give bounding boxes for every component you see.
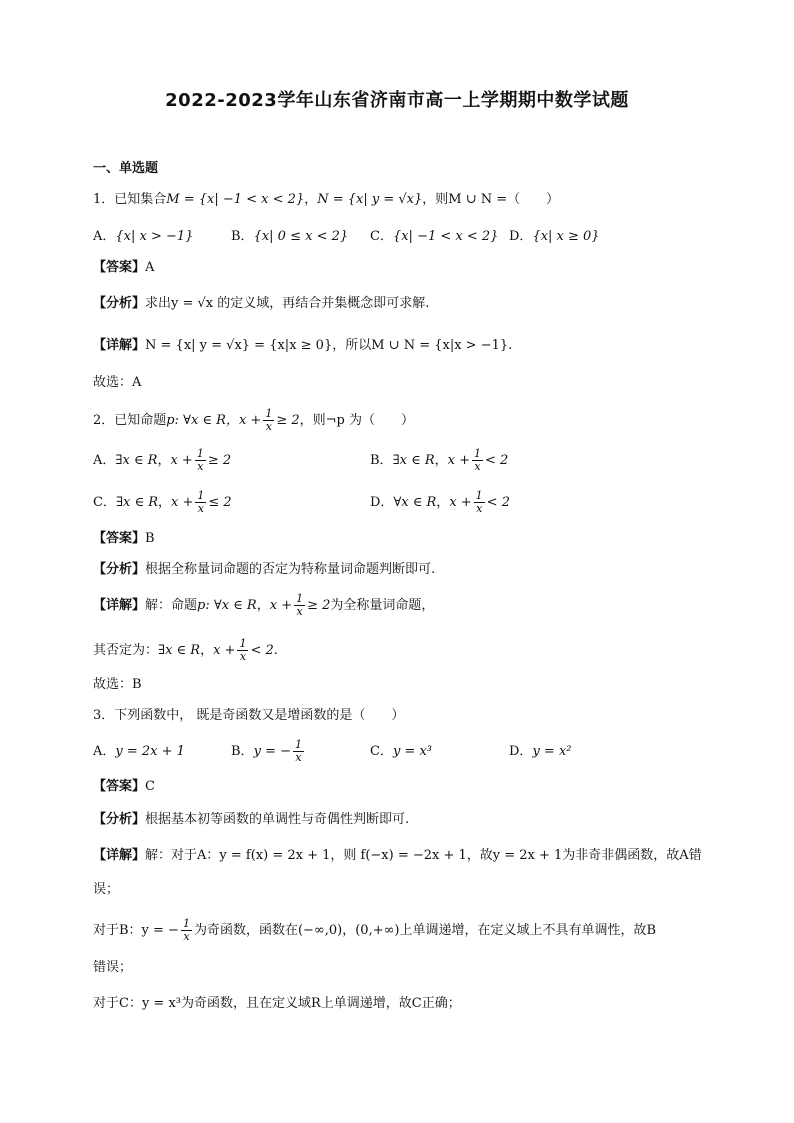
option-quantifier: ∀x ∈ R <box>393 495 437 510</box>
q3-option-d <box>509 737 571 767</box>
option-label: C． <box>370 229 393 244</box>
q1-choose: 故选：A <box>93 375 142 390</box>
option-comma: ， <box>158 495 172 510</box>
q1-option-d <box>509 228 600 246</box>
option-text: y = x³ <box>392 744 432 759</box>
option-x-plus: x + <box>449 495 472 510</box>
q1-option-c <box>370 228 498 246</box>
fraction-numerator: 1 <box>294 738 302 751</box>
option-comma: ， <box>434 453 448 468</box>
negation-x-plus: x + <box>213 643 236 658</box>
fraction-numerator: 1 <box>196 447 204 460</box>
option-label: D． <box>509 229 533 244</box>
fraction-denominator: x <box>239 650 247 663</box>
option-text: {x| −1 < x < 2} <box>392 229 499 244</box>
option-relation: < 2 <box>485 453 509 468</box>
option-label: A． <box>93 229 116 244</box>
fraction <box>195 490 206 515</box>
option-text: {x| x ≥ 0} <box>532 229 600 244</box>
fraction-numerator: 1 <box>265 407 273 420</box>
fraction-numerator: 1 <box>474 447 481 460</box>
option-label: B． <box>370 453 393 468</box>
q2-choose: 故选：B <box>93 677 142 692</box>
q2-option-b <box>370 446 508 476</box>
detail-x-plus: x + <box>269 598 293 613</box>
q1-sep: ， <box>304 192 318 207</box>
negation-ineq: < 2. <box>250 643 278 658</box>
analysis-text: 求出y = √x 的定义域，再结合并集概念即可求解. <box>145 296 430 311</box>
option-label: D． <box>509 744 533 759</box>
option-label: C． <box>370 744 393 759</box>
fraction <box>474 490 485 515</box>
detail-proposition: p: ∀x ∈ R <box>197 598 257 613</box>
fraction <box>237 638 248 663</box>
fraction-denominator: x <box>183 930 190 943</box>
q3-option-a <box>93 737 185 767</box>
q3-answer <box>93 778 155 796</box>
q1-option-b <box>231 228 348 246</box>
q1-detail <box>93 337 512 355</box>
q1-stem-pre: 1．已知集合 <box>93 192 167 207</box>
option-label: B． <box>231 229 254 244</box>
q2-stem <box>93 406 414 436</box>
option-quantifier: ∃x ∈ R <box>392 453 435 468</box>
option-label: A． <box>93 453 116 468</box>
option-comma: ， <box>436 495 450 510</box>
negation-pre: 其否定为： <box>93 643 159 658</box>
q2-analysis <box>93 561 435 579</box>
fraction-numerator: 1 <box>296 592 304 605</box>
answer-value: B <box>145 531 155 546</box>
fraction <box>263 408 274 433</box>
q1-stem <box>93 191 559 209</box>
q3-detail-c: 对于C：y = x³为奇函数，且在定义域R上单调递增，故C正确； <box>93 996 461 1011</box>
analysis-text: 根据基本初等函数的单调性与奇偶性判断即可. <box>145 812 410 827</box>
option-text: y = 2x + 1 <box>115 744 185 759</box>
q2-answer <box>93 530 155 548</box>
detail-b-post: 为奇函数，函数在(−∞,0)，(0,+∞)上单调递增，在定义域上不具有单调性，故B <box>193 923 657 938</box>
analysis-text: 根据全称量词命题的否定为特称量词命题判断即可. <box>145 562 436 577</box>
q3-detail-b <box>93 916 656 946</box>
option-text: {x| 0 ≤ x < 2} <box>253 229 349 244</box>
q2-option-a <box>93 446 231 476</box>
q2-stem-ineq: ≥ 2 <box>276 413 300 428</box>
answer-value: A <box>145 260 155 275</box>
q1-analysis <box>93 295 429 313</box>
analysis-tag: 【分析】 <box>93 562 146 577</box>
q3-stem: 3．下列函数中， 既是奇函数又是增函数的是（ ） <box>93 708 405 723</box>
option-text: y = x² <box>532 744 572 759</box>
option-relation: ≥ 2 <box>207 453 232 468</box>
q3-option-c <box>370 737 432 767</box>
fraction-denominator: x <box>476 502 483 515</box>
fraction <box>195 448 206 473</box>
q1-set-n: N = {x| y = √x} <box>317 192 423 207</box>
fraction <box>181 918 192 943</box>
detail-tag: 【详解】 <box>93 338 146 353</box>
answer-value: C <box>145 779 155 794</box>
option-label: B． <box>231 744 254 759</box>
answer-tag: 【答案】 <box>93 779 146 794</box>
negation-comma: ， <box>200 643 214 658</box>
option-label: A． <box>93 744 116 759</box>
fraction-denominator: x <box>296 605 303 618</box>
analysis-tag: 【分析】 <box>93 296 146 311</box>
q2-stem-pre: 2．已知命题 <box>93 413 167 428</box>
option-x-plus: x + <box>447 453 470 468</box>
detail-text: 解：对于A：y = f(x) = 2x + 1，则 f(−x) = −2x + 1，故y = 2x + 1为非奇非偶函数，故A错 <box>145 848 702 863</box>
q3-detail-b-cont: 错误； <box>93 960 133 975</box>
detail-b-pre: 对于B：y = − <box>93 923 179 938</box>
option-x-plus: x + <box>170 453 193 468</box>
option-comma: ， <box>157 453 171 468</box>
negation-quantifier: ∃x ∈ R <box>158 643 201 658</box>
detail-text: N = {x| y = √x} = {x|x ≥ 0}，所以M ∪ N = {x|x > −1}. <box>145 338 513 353</box>
q1-set-m: M = {x| −1 < x < 2} <box>166 192 305 207</box>
fraction-denominator: x <box>197 460 204 473</box>
q2-option-d <box>370 488 510 518</box>
option-label: C． <box>93 495 116 510</box>
q2-stem-post: ，则¬p 为（ ） <box>299 413 414 428</box>
fraction <box>293 739 304 764</box>
q1-stem-post: ，则M ∪ N =（ ） <box>422 192 560 207</box>
q3-option-b <box>231 737 306 767</box>
fraction-denominator: x <box>474 460 481 473</box>
q2-stem-mid: ，x + <box>225 413 262 428</box>
fraction-denominator: x <box>265 420 272 433</box>
option-relation: < 2 <box>486 495 510 510</box>
option-quantifier: ∃x ∈ R <box>115 495 159 510</box>
detail-comma: ， <box>256 598 270 613</box>
option-text: {x| x > −1} <box>115 229 194 244</box>
q1-option-a <box>93 228 193 246</box>
detail-ineq: ≥ 2 <box>307 598 331 613</box>
answer-tag: 【答案】 <box>93 531 146 546</box>
section-heading: 一、单选题 <box>93 161 159 176</box>
fraction-numerator: 1 <box>475 489 483 502</box>
detail-pre: 解：命题 <box>145 598 198 613</box>
q2-negation <box>93 636 278 666</box>
q2-proposition: p: ∀x ∈ R <box>166 413 226 428</box>
q1-answer <box>93 259 154 277</box>
fraction-numerator: 1 <box>197 489 205 502</box>
q2-option-c <box>93 488 232 518</box>
fraction <box>294 593 305 618</box>
q3-analysis <box>93 811 409 829</box>
q3-detail-a <box>93 847 702 865</box>
q3-detail-a-cont: 误； <box>93 882 120 897</box>
fraction-denominator: x <box>197 502 204 515</box>
answer-tag: 【答案】 <box>93 260 146 275</box>
analysis-tag: 【分析】 <box>93 812 146 827</box>
option-x-plus: x + <box>171 495 194 510</box>
fraction <box>472 448 483 473</box>
detail-tag: 【详解】 <box>93 598 146 613</box>
fraction-numerator: 1 <box>182 917 190 930</box>
fraction-denominator: x <box>295 751 302 764</box>
option-relation: ≤ 2 <box>208 495 232 510</box>
fraction-numerator: 1 <box>239 637 247 650</box>
page-title: 2022-2023学年山东省济南市高一上学期期中数学试题 <box>165 90 629 111</box>
detail-post: 为全称量词命题， <box>330 598 435 613</box>
q2-detail <box>93 591 434 621</box>
detail-tag: 【详解】 <box>93 848 146 863</box>
option-text: y = − <box>253 744 291 759</box>
option-label: D． <box>370 495 394 510</box>
option-quantifier: ∃x ∈ R <box>115 453 158 468</box>
